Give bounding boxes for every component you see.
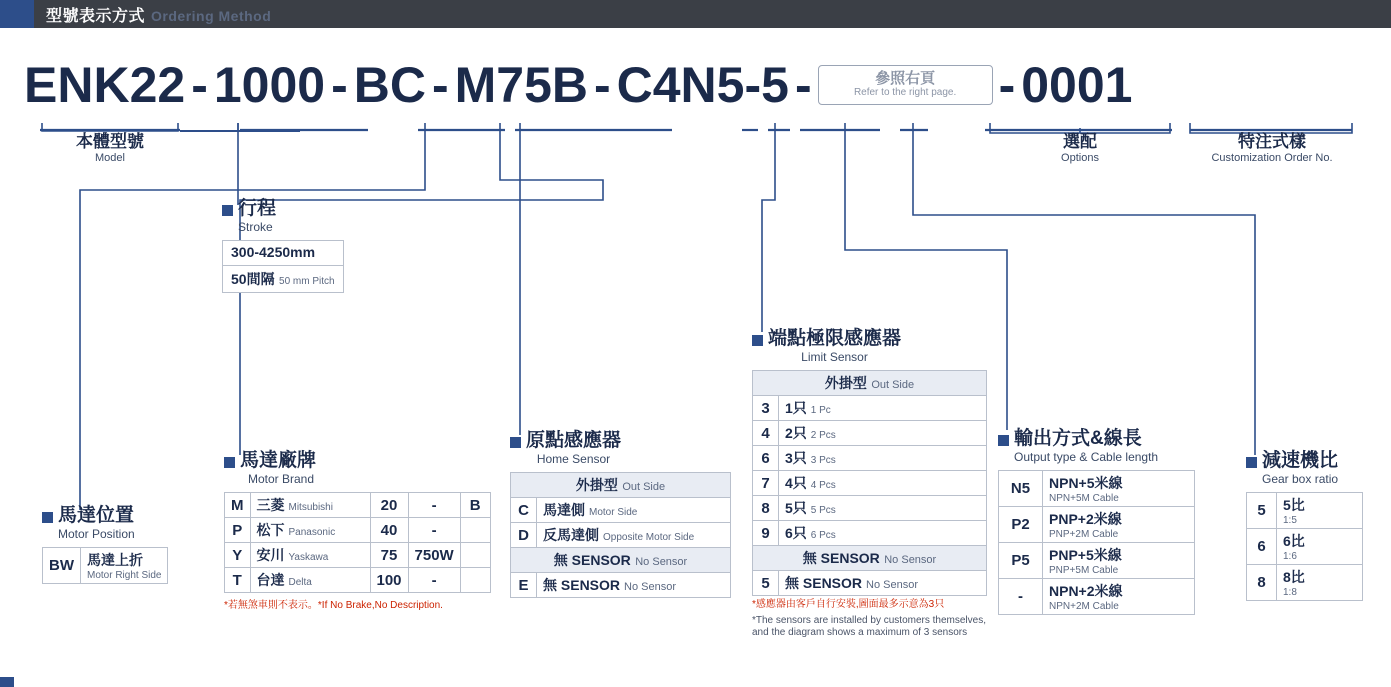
group-stroke-title-en: Stroke bbox=[238, 220, 273, 234]
table-row bbox=[999, 579, 1195, 615]
motor-brand-watt: - bbox=[431, 521, 437, 539]
limit-sensor-table bbox=[752, 370, 987, 596]
group-motor-position-heading bbox=[42, 505, 168, 541]
motor-brand-table bbox=[224, 492, 491, 593]
limit-sensor-key: 8 bbox=[761, 499, 770, 517]
motor-brand-key: Y bbox=[232, 546, 243, 564]
motor-brand-brake bbox=[461, 578, 490, 582]
table-row bbox=[1247, 529, 1363, 565]
group-motor-position-title-en: Motor Position bbox=[58, 527, 135, 541]
table-row bbox=[43, 548, 168, 584]
page-title-zh: 型號表示方式 bbox=[46, 7, 146, 25]
limit-sensor-key: 4 bbox=[761, 424, 770, 442]
group-gear-ratio-title-en: Gear box ratio bbox=[1262, 472, 1339, 486]
motor-position-key: BW bbox=[49, 557, 74, 574]
limit-sensor-zh: 2只 bbox=[785, 425, 807, 441]
group-stroke bbox=[222, 198, 344, 293]
motor-brand-key: T bbox=[232, 571, 242, 589]
table-row bbox=[753, 446, 987, 471]
group-home-sensor-title-en: Home Sensor bbox=[536, 452, 611, 466]
limit-sensor-zh: 6只 bbox=[785, 525, 807, 541]
options-reference-zh: 參照右頁 bbox=[875, 70, 936, 87]
label-customization-en: Customization Order No. bbox=[1211, 152, 1333, 164]
motor-brand-watt: 750W bbox=[414, 546, 454, 564]
home-sensor-zh: 馬達側 bbox=[543, 502, 585, 518]
options-reference-en: Refer to the right page. bbox=[853, 87, 957, 98]
gear-ratio-key: 8 bbox=[1257, 574, 1266, 591]
limit-sensor-note-zh: *感應器由客戶自行安裝,圖面最多示意為3只 bbox=[752, 599, 945, 610]
limit-sensor-header-en: Out Side bbox=[871, 379, 915, 391]
bullet-square-icon bbox=[510, 437, 521, 448]
motor-brand-key: P bbox=[232, 521, 243, 539]
gear-ratio-zh: 5比 bbox=[1283, 497, 1305, 513]
motor-brand-key: M bbox=[231, 496, 244, 514]
limit-sensor-key: 6 bbox=[761, 449, 770, 467]
output-type-en: PNP+2M Cable bbox=[1049, 529, 1119, 540]
limit-sensor-en: 1 Pc bbox=[810, 405, 831, 416]
motor-position-en: Motor Right Side bbox=[87, 570, 162, 581]
group-motor-brand-title-en: Motor Brand bbox=[247, 472, 315, 486]
home-sensor-header-zh: 外掛型 bbox=[575, 477, 618, 493]
home-sensor-header-cell bbox=[511, 473, 731, 498]
limit-sensor-key: 7 bbox=[761, 474, 770, 492]
table-row bbox=[753, 496, 987, 521]
home-sensor-table bbox=[510, 472, 731, 598]
label-model-zh: 本體型號 bbox=[76, 132, 144, 151]
motor-brand-brake bbox=[461, 553, 490, 557]
bullet-square-icon bbox=[222, 205, 233, 216]
gear-ratio-zh: 8比 bbox=[1283, 569, 1305, 585]
motor-position-zh: 馬達上折 bbox=[87, 552, 143, 568]
limit-sensor-en: 6 Pcs bbox=[810, 530, 836, 541]
gear-ratio-en: 1:5 bbox=[1283, 515, 1297, 526]
motor-brand-zh: 松下 bbox=[256, 522, 285, 538]
gear-ratio-zh: 6比 bbox=[1283, 533, 1305, 549]
limit-sensor-key: 9 bbox=[761, 524, 770, 542]
bullet-square-icon bbox=[1246, 457, 1257, 468]
code-dash-2: - bbox=[331, 57, 348, 113]
output-type-en: NPN+2M Cable bbox=[1049, 601, 1119, 612]
group-output-type-title-zh: 輸出方式&線長 bbox=[1014, 428, 1142, 449]
group-limit-sensor-heading bbox=[752, 328, 997, 364]
table-row bbox=[225, 493, 491, 518]
table-row bbox=[1247, 565, 1363, 601]
motor-brand-zh: 安川 bbox=[256, 547, 285, 563]
table-row bbox=[753, 396, 987, 421]
table-row bbox=[753, 571, 987, 596]
gear-ratio-table bbox=[1246, 492, 1363, 601]
motor-brand-size: 100 bbox=[376, 571, 402, 589]
group-stroke-heading bbox=[222, 198, 344, 234]
group-gear-ratio bbox=[1246, 450, 1363, 601]
output-type-en: PNP+5M Cable bbox=[1049, 565, 1119, 576]
group-limit-sensor-title-en: Limit Sensor bbox=[801, 350, 868, 364]
label-customization bbox=[1188, 132, 1356, 165]
group-motor-brand bbox=[224, 450, 491, 613]
motor-brand-zh: 台達 bbox=[256, 572, 285, 588]
stroke-pitch-en: 50 mm Pitch bbox=[279, 276, 335, 287]
code-segment-motor-brand: M75B bbox=[454, 57, 588, 113]
motor-brand-en: Panasonic bbox=[288, 527, 336, 538]
stroke-range-box bbox=[222, 240, 344, 266]
code-segment-stroke: 1000 bbox=[213, 57, 326, 113]
bullet-square-icon bbox=[998, 435, 1009, 446]
limit-sensor-zh: 4只 bbox=[785, 475, 807, 491]
table-row bbox=[511, 523, 731, 548]
output-type-key: P5 bbox=[1011, 552, 1030, 569]
motor-brand-en: Mitsubishi bbox=[288, 502, 333, 513]
group-motor-brand-heading bbox=[224, 450, 491, 486]
limit-sensor-en: 2 Pcs bbox=[810, 430, 836, 441]
code-dash-4: - bbox=[593, 57, 611, 113]
limit-sensor-zh: 無 SENSOR bbox=[802, 550, 880, 566]
page-title-en: Ordering Method bbox=[151, 7, 272, 24]
output-type-key: P2 bbox=[1011, 516, 1030, 533]
group-output-type-heading bbox=[998, 428, 1195, 464]
table-row bbox=[753, 471, 987, 496]
output-type-table bbox=[998, 470, 1195, 615]
home-sensor-zh: 無 SENSOR bbox=[553, 552, 631, 568]
table-row bbox=[753, 546, 987, 571]
motor-brand-watt: - bbox=[431, 571, 437, 589]
group-home-sensor-heading bbox=[510, 430, 731, 466]
motor-brand-brake: B bbox=[469, 496, 481, 514]
group-output-type-title-en: Output type & Cable length bbox=[1014, 450, 1159, 464]
group-home-sensor bbox=[510, 430, 731, 598]
motor-brand-note-en: *If No Brake,No Description. bbox=[317, 600, 443, 611]
stroke-pitch-zh: 50間隔 bbox=[231, 271, 275, 287]
limit-sensor-key: 3 bbox=[761, 399, 770, 417]
group-gear-ratio-heading bbox=[1246, 450, 1363, 486]
table-row bbox=[999, 507, 1195, 543]
motor-brand-size: 20 bbox=[380, 496, 398, 514]
home-sensor-key: C bbox=[518, 501, 529, 519]
home-sensor-zh: 反馬達側 bbox=[543, 527, 599, 543]
page-corner-marker bbox=[0, 677, 14, 687]
bullet-square-icon bbox=[42, 512, 53, 523]
limit-sensor-zh: 5只 bbox=[785, 500, 807, 516]
gear-ratio-key: 5 bbox=[1257, 502, 1266, 519]
group-home-sensor-title-zh: 原點感應器 bbox=[526, 430, 622, 451]
table-row bbox=[511, 548, 731, 573]
group-limit-sensor-title-zh: 端點極限感應器 bbox=[768, 328, 902, 349]
table-row bbox=[999, 471, 1195, 507]
limit-sensor-zh: 無 SENSOR bbox=[785, 575, 863, 591]
group-limit-sensor bbox=[752, 328, 997, 639]
motor-position-desc-cell bbox=[81, 548, 168, 584]
code-segment-model: ENK22 bbox=[24, 57, 186, 113]
limit-sensor-header-cell bbox=[753, 371, 987, 396]
limit-sensor-zh: 3只 bbox=[785, 450, 807, 466]
output-type-zh: PNP+5米線 bbox=[1049, 547, 1122, 563]
limit-sensor-header-zh: 外掛型 bbox=[824, 375, 867, 391]
table-row bbox=[225, 518, 491, 543]
label-options-zh: 選配 bbox=[1063, 132, 1097, 151]
code-dash-5: - bbox=[794, 57, 812, 113]
label-options-en: Options bbox=[1061, 152, 1099, 164]
table-row bbox=[511, 498, 731, 523]
limit-sensor-note bbox=[752, 599, 997, 639]
output-type-key: N5 bbox=[1010, 480, 1031, 497]
home-sensor-en: No Sensor bbox=[624, 581, 676, 593]
limit-sensor-en: 4 Pcs bbox=[810, 480, 836, 491]
home-sensor-en: No Sensor bbox=[635, 556, 688, 568]
label-model bbox=[20, 132, 200, 165]
motor-brand-watt: - bbox=[431, 496, 437, 514]
code-dash-3: - bbox=[431, 57, 449, 113]
table-row bbox=[225, 543, 491, 568]
table-row bbox=[1247, 493, 1363, 529]
home-sensor-zh: 無 SENSOR bbox=[543, 577, 621, 593]
home-sensor-en: Opposite Motor Side bbox=[603, 532, 695, 543]
output-type-zh: PNP+2米線 bbox=[1049, 511, 1122, 527]
table-row bbox=[999, 543, 1195, 579]
output-type-en: NPN+5M Cable bbox=[1049, 493, 1119, 504]
stroke-pitch-box bbox=[222, 266, 344, 293]
bullet-square-icon bbox=[752, 335, 763, 346]
motor-brand-brake bbox=[461, 528, 490, 532]
motor-brand-size: 40 bbox=[380, 521, 398, 539]
limit-sensor-en: No Sensor bbox=[884, 554, 937, 566]
home-sensor-key: D bbox=[518, 526, 529, 544]
stroke-range-value: 300-4250mm bbox=[231, 244, 316, 260]
motor-brand-en: Yaskawa bbox=[288, 552, 329, 563]
gear-ratio-en: 1:8 bbox=[1283, 587, 1297, 598]
home-sensor-key: E bbox=[518, 576, 529, 594]
group-stroke-title-zh: 行程 bbox=[238, 198, 277, 219]
motor-position-key-cell bbox=[43, 548, 81, 584]
output-type-zh: NPN+5米線 bbox=[1049, 475, 1123, 491]
group-output-type bbox=[998, 428, 1195, 615]
table-row bbox=[753, 371, 987, 396]
table-row bbox=[511, 573, 731, 598]
group-motor-position-title-zh: 馬達位置 bbox=[58, 505, 135, 526]
limit-sensor-zh: 1只 bbox=[785, 400, 807, 416]
code-segment-customization: 0001 bbox=[1021, 57, 1133, 113]
group-motor-brand-title-zh: 馬達廠牌 bbox=[240, 450, 317, 471]
home-sensor-header-en: Out Side bbox=[622, 481, 666, 493]
group-gear-ratio-title-zh: 減速機比 bbox=[1262, 450, 1339, 471]
code-dash-6: - bbox=[998, 57, 1016, 113]
limit-sensor-en: No Sensor bbox=[866, 579, 918, 591]
code-segment-sensors: C4N5-5 bbox=[616, 57, 789, 113]
limit-sensor-note-en: *The sensors are installed by customers themselves, and the diagram shows a maximum of 3 sensors bbox=[752, 615, 986, 638]
home-sensor-en: Motor Side bbox=[589, 507, 638, 518]
motor-brand-zh: 三菱 bbox=[256, 497, 285, 513]
output-type-zh: NPN+2米線 bbox=[1049, 583, 1123, 599]
limit-sensor-en: 5 Pcs bbox=[810, 505, 836, 516]
limit-sensor-en: 3 Pcs bbox=[810, 455, 836, 466]
label-model-en: Model bbox=[95, 152, 125, 164]
table-row bbox=[753, 421, 987, 446]
output-type-key: - bbox=[1018, 588, 1023, 605]
motor-brand-note-zh: *若無煞車則不表示。 bbox=[224, 600, 318, 611]
label-customization-zh: 特注式樣 bbox=[1238, 132, 1306, 151]
table-row bbox=[753, 521, 987, 546]
limit-sensor-key: 5 bbox=[761, 574, 770, 592]
gear-ratio-en: 1:6 bbox=[1283, 551, 1297, 562]
motor-position-table bbox=[42, 547, 168, 584]
motor-brand-size: 75 bbox=[380, 546, 398, 564]
table-row bbox=[225, 568, 491, 593]
code-dash-1: - bbox=[191, 57, 208, 113]
gear-ratio-key: 6 bbox=[1257, 538, 1266, 555]
motor-brand-note bbox=[224, 595, 491, 613]
motor-brand-en: Delta bbox=[288, 577, 312, 588]
code-segment-motor-position: BC bbox=[353, 57, 426, 113]
bullet-square-icon bbox=[224, 457, 235, 468]
group-motor-position bbox=[42, 505, 168, 584]
label-options bbox=[985, 132, 1175, 165]
table-row bbox=[511, 473, 731, 498]
